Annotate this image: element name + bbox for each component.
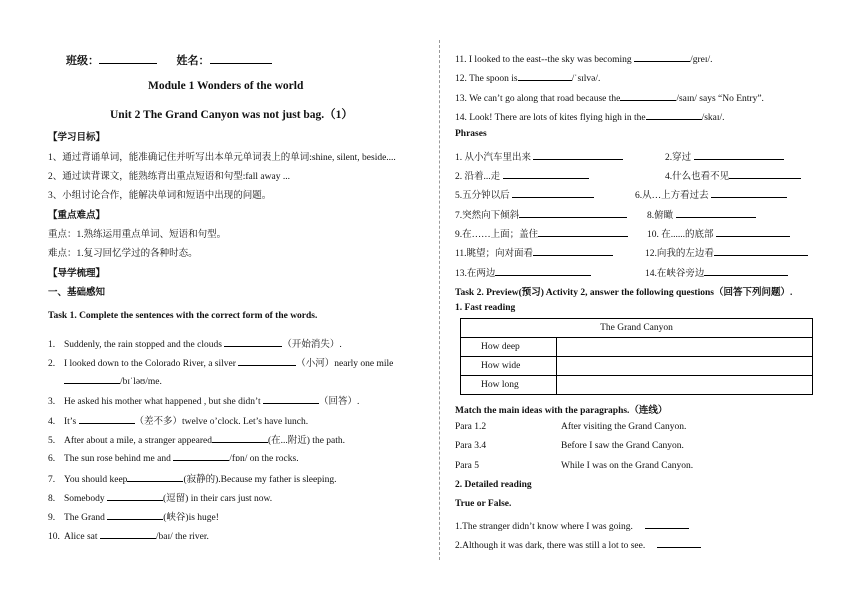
answer-cell[interactable] <box>557 376 813 395</box>
phrase-item: 6.从…上方看过去 <box>635 187 787 201</box>
answer-blank[interactable] <box>714 246 808 256</box>
row-label: How deep <box>461 338 557 357</box>
tf-heading: True or False. <box>455 499 512 509</box>
goal-item: 3、小组讨论合作，能解决单词和短语中出现的问题。 <box>48 191 272 201</box>
table-row <box>461 376 813 395</box>
phrase-item: 8.俯瞰 <box>647 207 756 221</box>
answer-blank[interactable] <box>503 169 589 179</box>
phrase-item: 10. 在......的底部 <box>647 226 790 240</box>
answer-blank[interactable] <box>657 538 701 548</box>
row-label: How wide <box>461 357 557 376</box>
class-field <box>66 52 272 68</box>
sentence-item: 11. I looked to the east--the sky was becoming /greɪ/. <box>455 52 713 65</box>
task1-item: 1. Suddenly, the rain stopped and the clouds （开始消失）. <box>48 336 342 350</box>
answer-blank[interactable] <box>645 519 689 529</box>
task1-item: 4. It’s （差不多）twelve o’clock. Let’s have lunch. <box>48 413 308 427</box>
answer-blank[interactable] <box>107 510 163 520</box>
sentence-item: 14. Look! There are lots of kites flying high in the /skaɪ/. <box>455 110 725 123</box>
answer-blank[interactable] <box>224 337 282 347</box>
phrase-item: 4.什么也看不见 <box>665 168 801 182</box>
answer-blank[interactable] <box>173 451 229 461</box>
unit-title: Unit 2 The Grand Canyon was not just bag.（1） <box>110 109 353 121</box>
phrase-item: 5.五分钟以后 <box>455 187 594 201</box>
task1-item: 8. Somebody (逗留) in their cars just now. <box>48 490 272 504</box>
answer-blank[interactable] <box>127 472 183 482</box>
phrase-item: 14.在峡谷旁边 <box>645 265 788 279</box>
answer-blank[interactable] <box>100 529 156 539</box>
phrase-item: 1. 从小汽车里出来 <box>455 149 623 163</box>
match-para: Para 1.2 <box>455 422 487 432</box>
answer-blank[interactable] <box>64 374 120 384</box>
sentence-item: 12. The spoon is /ˈsɪlvə/. <box>455 71 600 84</box>
answer-blank[interactable] <box>263 394 319 404</box>
keypoint-item: 重点：1.熟练运用重点单词、短语和句型。 <box>48 230 227 240</box>
guide-heading: 【导学梳理】 <box>48 269 106 279</box>
task1-title: Task 1. Complete the sentences with the correct form of the words. <box>48 311 318 321</box>
phrase-item: 9.在……上面；盖住 <box>455 226 628 240</box>
goals-heading: 【学习目标】 <box>48 133 106 143</box>
name-blank[interactable] <box>210 54 272 64</box>
goal-item: 2、通过读背课文，能熟练背出重点短语和句型:fall away ... <box>48 172 290 182</box>
canyon-table <box>460 318 813 395</box>
match-para: Para 5 <box>455 461 480 471</box>
answer-blank[interactable] <box>519 208 627 218</box>
task1-item: 7. You should keep (寂静的).Because my father is sleeping. <box>48 471 336 485</box>
tf-item: 1.The stranger didn’t know where I was going. <box>455 519 689 532</box>
answer-blank[interactable] <box>518 71 572 81</box>
class-blank[interactable] <box>99 54 157 64</box>
answer-blank[interactable] <box>704 266 788 276</box>
answer-cell[interactable] <box>557 357 813 376</box>
task1-item: 3. He asked his mother what happened , but she didn’t （回答）. <box>48 393 359 407</box>
goal-item: 1、通过背诵单词，能准确记住并听写出本单元单词表上的单词:shine, silent, beside.... <box>48 153 396 163</box>
table-row <box>461 357 813 376</box>
match-heading: Match the main ideas with the paragraphs.（连线） <box>455 406 668 416</box>
tf-item: 2.Although it was dark, there was still a lot to see. <box>455 538 701 551</box>
phrase-item: 11.眺望；向对面看 <box>455 245 613 259</box>
name-label: 姓名： <box>176 55 210 67</box>
detailed-reading-heading: 2. Detailed reading <box>455 480 532 490</box>
keypoint-item: 难点：1.复习回忆学过的各种时态。 <box>48 249 198 259</box>
match-idea: After visiting the Grand Canyon. <box>561 422 687 432</box>
task1-item: 5. After about a mile, a stranger appeared (在...附近) the path. <box>48 432 345 446</box>
phrase-item: 13.在两边 <box>455 265 591 279</box>
answer-blank[interactable] <box>533 150 623 160</box>
answer-blank[interactable] <box>634 52 690 62</box>
module-title: Module 1 Wonders of the world <box>148 80 304 92</box>
row-label: How long <box>461 376 557 395</box>
fast-reading-heading: 1. Fast reading <box>455 303 516 313</box>
task1-item: 10. Alice sat /baɪ/ the river. <box>48 529 209 542</box>
sentence-item: 13. We can’t go along that road because the /saɪn/ says “No Entry”. <box>455 91 764 104</box>
answer-blank[interactable] <box>79 414 135 424</box>
phrases-heading: Phrases <box>455 129 487 139</box>
keypoints-heading: 【重点难点】 <box>48 211 106 221</box>
column-divider <box>439 40 440 560</box>
section-heading: 一、基础感知 <box>48 288 106 298</box>
answer-blank[interactable] <box>646 110 702 120</box>
table-header: The Grand Canyon <box>461 319 813 338</box>
class-label: 班级： <box>66 55 99 67</box>
match-idea: Before I saw the Grand Canyon. <box>561 441 684 451</box>
answer-blank[interactable] <box>694 150 784 160</box>
task1-item: 6. The sun rose behind me and /fɒn/ on the rocks. <box>48 451 299 464</box>
answer-blank[interactable] <box>716 227 790 237</box>
phrase-item: 7.突然向下倾斜 <box>455 207 627 221</box>
answer-blank[interactable] <box>729 169 801 179</box>
answer-blank[interactable] <box>711 188 787 198</box>
task1-item: 2. I looked down to the Colorado River, a silver （小河）nearly one mile <box>48 355 393 369</box>
task1-item: /bɪˈləʊ/me. <box>48 374 162 387</box>
phrase-item: 2. 沿着...走 <box>455 168 589 182</box>
answer-blank[interactable] <box>676 208 756 218</box>
table-row <box>461 338 813 357</box>
answer-blank[interactable] <box>238 356 296 366</box>
answer-blank[interactable] <box>495 266 591 276</box>
answer-cell[interactable] <box>557 338 813 357</box>
match-idea: While I was on the Grand Canyon. <box>561 461 694 471</box>
answer-blank[interactable] <box>533 246 613 256</box>
answer-blank[interactable] <box>620 91 676 101</box>
phrase-item: 12.向我的左边看 <box>645 245 808 259</box>
task2-title: Task 2. Preview(预习) Activity 2, answer the following questions（回答下列问题）. <box>455 288 793 298</box>
phrase-item: 2.穿过 <box>665 149 784 163</box>
task1-item: 9. The Grand (峡谷)is huge! <box>48 509 219 523</box>
answer-blank[interactable] <box>538 227 628 237</box>
answer-blank[interactable] <box>107 491 163 501</box>
answer-blank[interactable] <box>512 188 594 198</box>
answer-blank[interactable] <box>212 433 268 443</box>
match-para: Para 3.4 <box>455 441 487 451</box>
